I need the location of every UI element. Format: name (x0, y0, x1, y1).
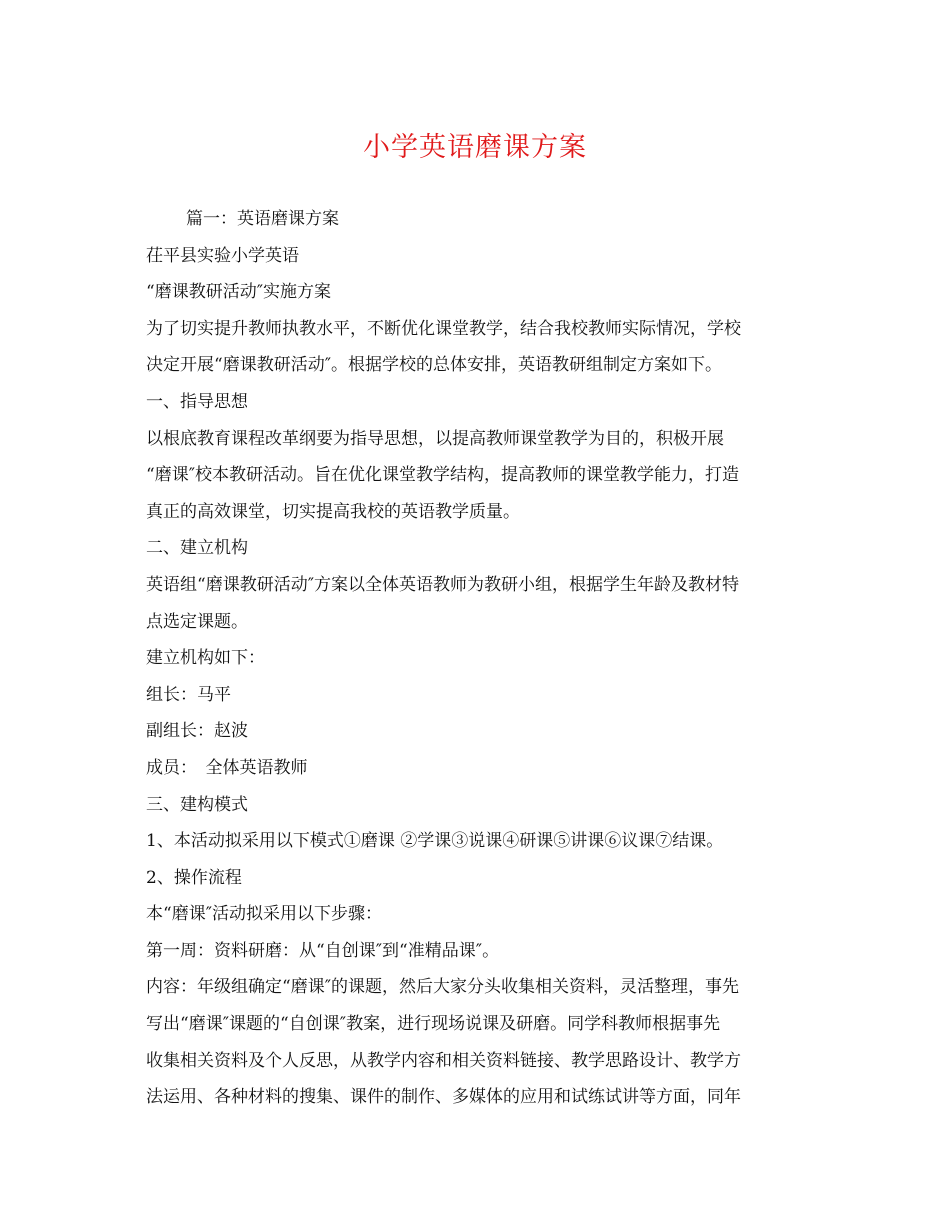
week-one-content-line: 法运用、各种材料的搜集、课件的制作、多媒体的应用和试练试讲等方面，同年 (146, 1087, 741, 1108)
document-title: 小学英语磨课方案 (363, 132, 587, 163)
organization-list-intro: 建立机构如下： (146, 648, 265, 669)
plan-title-line: “磨课教研活动″实施方案 (146, 282, 332, 303)
guiding-ideology-line: 真正的高效课堂，切实提高我校的英语教学质量。 (146, 501, 520, 522)
guiding-ideology-line: 以根底教育课程改革纲要为指导思想，以提高教师课堂教学为目的，积极开展 (146, 428, 724, 449)
model-item-2: 2、操作流程 (146, 867, 242, 888)
organization-leader: 组长：马平 (146, 684, 231, 705)
week-one-heading: 第一周：资料研磨：从“自创课″到“准精品课″。 (146, 940, 500, 961)
section-heading-guiding-ideology: 一、指导思想 (146, 391, 248, 412)
school-name-line: 茌平县实验小学英语 (146, 245, 299, 266)
organization-deputy-leader: 副组长：赵波 (146, 721, 248, 742)
week-one-content-line: 收集相关资料及个人反思，从教学内容和相关资料链接、教学思路设计、教学方 (146, 1050, 741, 1071)
week-one-content-line: 内容：年级组确定“磨课″的课题，然后大家分头收集相关资料，灵活整理，事先 (146, 977, 740, 998)
section-heading-organization: 二、建立机构 (146, 538, 248, 559)
guiding-ideology-line: “磨课″校本教研活动。旨在优化课堂教学结构，提高教师的课堂教学能力，打造 (146, 465, 740, 486)
section-heading-model: 三、建构模式 (146, 794, 248, 815)
organization-line: 英语组“磨课教研活动″方案以全体英语教师为教研小组，根据学生年龄及教材特 (146, 574, 740, 595)
intro-paragraph-line: 为了切实提升教师执教水平，不断优化课堂教学，结合我校教师实际情况，学校 (146, 318, 741, 339)
intro-paragraph-line: 决定开展“磨课教研活动″。根据学校的总体安排，英语教研组制定方案如下。 (146, 355, 723, 376)
model-item-1: 1、本活动拟采用以下模式①磨课 ②学课③说课④研课⑤讲课⑥议课⑦结课。 (146, 831, 724, 852)
document-body (146, 201, 810, 1116)
organization-members: 成员： 全体英语教师 (146, 757, 308, 778)
week-one-content-line: 写出“磨课″课题的“自创课″教案，进行现场说课及研磨。同学科教师根据事先 (146, 1014, 721, 1035)
organization-line: 点选定课题。 (146, 611, 248, 632)
section-heading-part-one: 篇一：英语磨课方案 (186, 209, 339, 229)
steps-intro: 本“磨课″活动拟采用以下步骤： (146, 904, 383, 925)
